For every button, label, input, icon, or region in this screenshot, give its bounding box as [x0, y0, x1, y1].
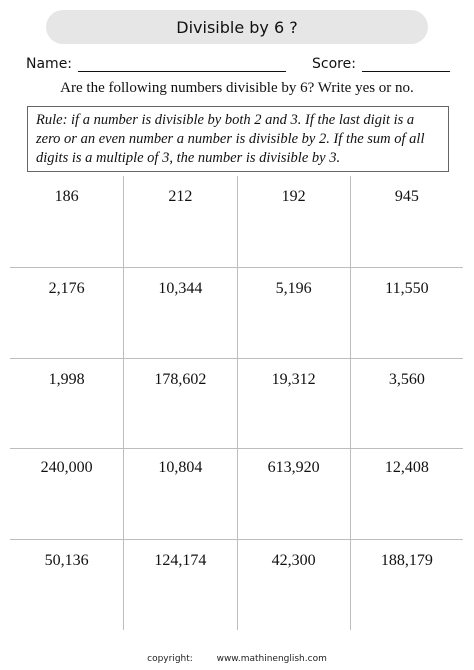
number-cell: 3,560	[350, 358, 463, 449]
number-cell: 42,300	[237, 539, 350, 630]
copyright-label: copyright:	[147, 654, 193, 664]
number-cell: 50,136	[10, 539, 123, 630]
name-label: Name:	[26, 56, 73, 72]
number-cell: 240,000	[10, 448, 123, 539]
number-cell: 12,408	[350, 448, 463, 539]
number-cell: 613,920	[237, 448, 350, 539]
worksheet-title: Divisible by 6 ?	[176, 17, 298, 37]
name-score-row	[26, 52, 450, 72]
score-label: Score:	[312, 56, 356, 72]
number-cell: 212	[123, 176, 236, 267]
rule-box: Rule: if a number is divisible by both 2 and 3. If the last digit is a zero or an even number a number is divisible by 2. If the sum of all digits is a multiple of 3, the number is divisible by 3.	[27, 106, 449, 172]
number-cell: 10,804	[123, 448, 236, 539]
number-cell: 10,344	[123, 267, 236, 358]
footer	[0, 654, 474, 664]
number-cell: 1,998	[10, 358, 123, 449]
number-cell: 11,550	[350, 267, 463, 358]
number-cell: 124,174	[123, 539, 236, 630]
number-cell: 178,602	[123, 358, 236, 449]
score-blank-line	[362, 56, 450, 72]
number-cell: 188,179	[350, 539, 463, 630]
instruction-text: Are the following numbers divisible by 6? Write yes or no.	[60, 80, 414, 96]
number-cell: 186	[54, 188, 79, 205]
website-text: www.mathinenglish.com	[216, 654, 327, 664]
number-cell: 945	[350, 176, 463, 267]
number-cell: 5,196	[237, 267, 350, 358]
numbers-grid	[10, 176, 463, 630]
worksheet-title-banner	[46, 10, 428, 44]
number-cell: 192	[237, 176, 350, 267]
number-cell: 19,312	[237, 358, 350, 449]
number-cell: 2,176	[10, 267, 123, 358]
name-blank-line	[78, 56, 286, 72]
